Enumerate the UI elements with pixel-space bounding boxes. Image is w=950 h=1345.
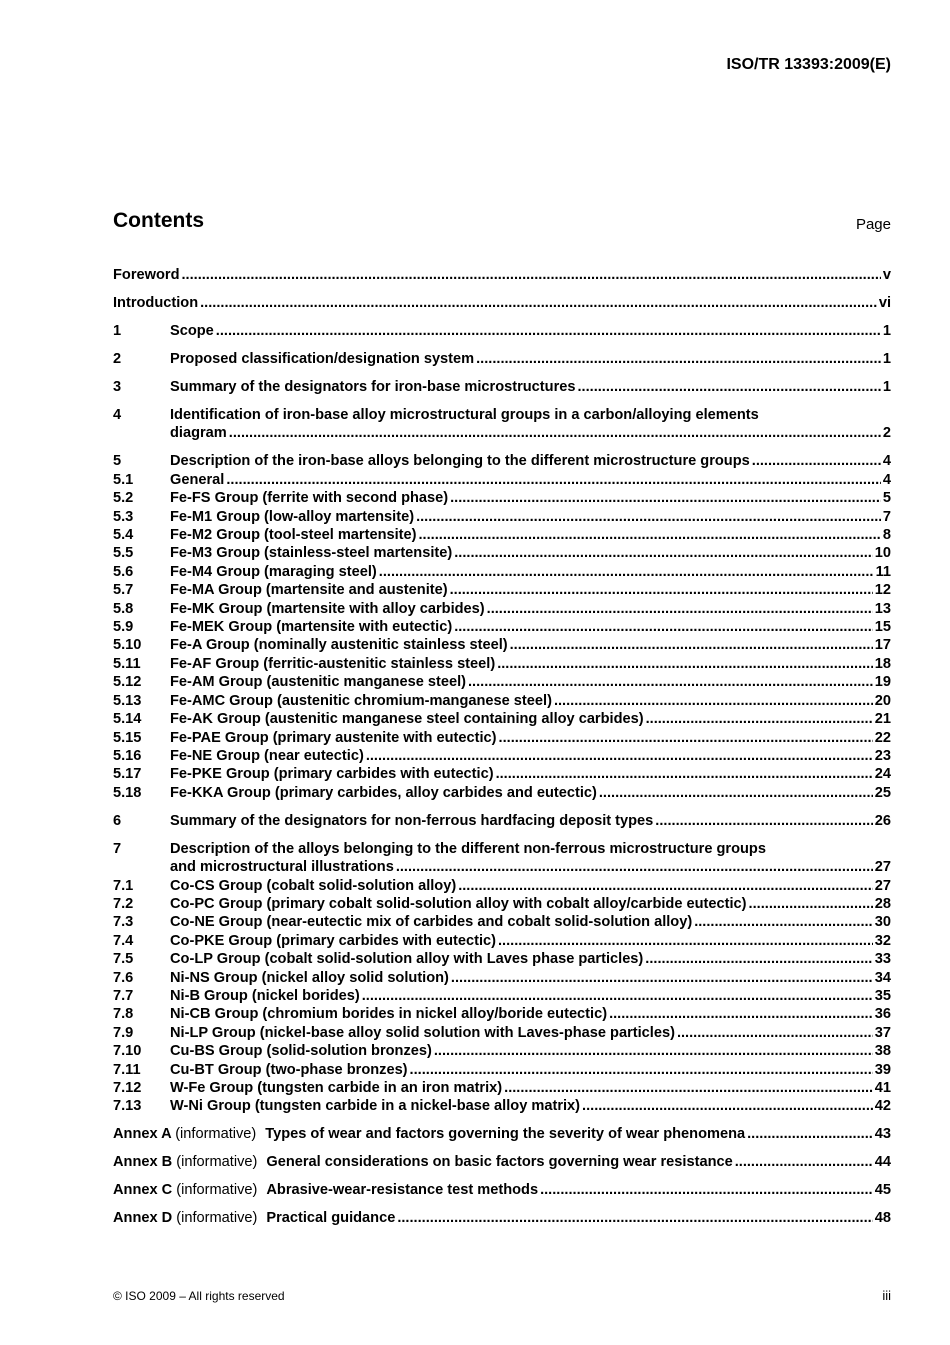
toc-entry-number: 7.4 (113, 932, 134, 949)
toc-entry-title: Fe-M1 Group (low-alloy martensite) (170, 508, 415, 525)
toc-entry[interactable] (113, 969, 891, 987)
toc-entry[interactable] (113, 618, 891, 636)
toc-entry[interactable] (113, 350, 891, 368)
toc-entry-number: 5.5 (113, 545, 134, 562)
toc-entry-page: 33 (874, 951, 891, 968)
annex-type: (informative) (176, 1210, 258, 1227)
toc-entry-title: General (170, 471, 225, 488)
toc-entry-page: 1 (882, 379, 891, 395)
toc-entry-title: Description of the iron-base alloys belonging to the different microstructure groups (170, 453, 750, 470)
toc-entry-title: Fe-PAE Group (primary austenite with eutectic) (170, 729, 497, 746)
toc-annex-entry[interactable] (113, 1125, 891, 1143)
dot-leader (458, 877, 873, 895)
toc-entry-number: 7 (113, 840, 122, 857)
dot-leader (498, 932, 873, 950)
toc-entry-title: Fe-AM Group (austenitic manganese steel) (170, 674, 466, 691)
toc-entry-page: 39 (874, 1061, 891, 1078)
toc-entry-page: 25 (874, 784, 891, 801)
toc-entry-number: 5.10 (113, 637, 142, 654)
toc-entry-title: Fe-M2 Group (tool-steel martensite) (170, 527, 417, 544)
toc-entry-page: 23 (874, 747, 891, 764)
toc-entry-number: 7.1 (113, 877, 134, 894)
dot-leader (487, 600, 873, 618)
toc-entry-page: 36 (874, 1006, 891, 1023)
toc-entry[interactable] (113, 655, 891, 673)
toc-entry[interactable] (113, 294, 891, 312)
copyright-notice: © ISO 2009 – All rights reserved (113, 1289, 285, 1303)
toc-annex-entry[interactable] (113, 1153, 891, 1171)
toc-entry-title: Ni-B Group (nickel borides) (170, 987, 360, 1004)
toc-entry-page: 32 (874, 932, 891, 949)
toc-entry-title: Co-LP Group (cobalt solid-solution alloy with Laves phase particles) (170, 951, 644, 968)
toc-entry-number: 7.3 (113, 914, 134, 931)
dot-leader (416, 508, 881, 526)
annex-title: Abrasive-wear-resistance test methods (266, 1182, 539, 1199)
toc-entry-number: 5.8 (113, 600, 134, 617)
toc-entry-number: 5.14 (113, 711, 142, 728)
annex-label: Annex A (113, 1126, 172, 1143)
dot-leader (396, 858, 873, 876)
toc-entry[interactable] (113, 544, 891, 562)
toc-entry-number: 5.9 (113, 619, 134, 636)
annex-title: Practical guidance (266, 1210, 396, 1227)
toc-entry-number: 7.6 (113, 969, 134, 986)
dot-leader (410, 1061, 873, 1079)
toc-entry-number: 3 (113, 379, 122, 395)
dot-leader (510, 636, 873, 654)
toc-entry-page: 7 (882, 508, 891, 525)
toc-entry-number: 7.5 (113, 951, 134, 968)
annex-page: 48 (874, 1210, 891, 1227)
toc-entry-number: 5.2 (113, 490, 134, 507)
dot-leader (181, 266, 880, 284)
toc-entry-title: Fe-MEK Group (martensite with eutectic) (170, 619, 453, 636)
toc-entry-number: 7.7 (113, 987, 134, 1004)
dot-leader (362, 987, 873, 1005)
toc-entry-title: Fe-M4 Group (maraging steel) (170, 563, 377, 580)
toc-entry[interactable] (113, 784, 891, 802)
toc-entry-title: W-Fe Group (tungsten carbide in an iron matrix) (170, 1080, 503, 1096)
toc-entry[interactable] (113, 471, 891, 489)
toc-entry-title: and microstructural illustrations (170, 859, 394, 876)
dot-leader (454, 544, 873, 562)
toc-entry-number: 4 (113, 407, 122, 423)
toc-entry-number: 6 (113, 812, 122, 829)
toc-entry-number: 5.3 (113, 508, 134, 525)
toc-entry-number: 7.8 (113, 1006, 134, 1023)
toc-entry-title: Fe-NE Group (near eutectic) (170, 747, 364, 764)
dot-leader (397, 1209, 872, 1227)
toc-entry[interactable] (113, 747, 891, 765)
toc-entry-page: 1 (882, 351, 891, 367)
toc-entry[interactable] (113, 563, 891, 581)
toc-entry-page: 42 (874, 1098, 891, 1115)
toc-entry[interactable] (113, 489, 891, 507)
toc-entry-title: Fe-KKA Group (primary carbides, alloy carbides and eutectic) (170, 784, 597, 801)
toc-entry-title: Introduction (113, 295, 199, 311)
dot-leader (451, 969, 873, 987)
toc-entry-title: Co-PC Group (primary cobalt solid-solution alloy with cobalt alloy/carbide eutectic) (170, 895, 747, 912)
dot-leader (450, 581, 873, 599)
toc-entry[interactable] (113, 406, 891, 443)
toc-entry-title: Fe-MA Group (martensite and austenite) (170, 582, 448, 599)
page-number: iii (882, 1288, 891, 1303)
toc-entry-page: 26 (874, 812, 891, 829)
toc-entry-number: 5.1 (113, 471, 134, 488)
document-id: ISO/TR 13393:2009(E) (726, 56, 891, 73)
toc-entry[interactable] (113, 322, 891, 340)
toc-annex-entry[interactable] (113, 1181, 891, 1199)
annex-label: Annex B (113, 1154, 173, 1171)
toc-entry-number: 1 (113, 323, 122, 339)
toc-entry[interactable] (113, 1042, 891, 1060)
toc-entry-page: 17 (874, 637, 891, 654)
toc-entry-page: 4 (882, 471, 891, 488)
dot-leader (582, 1097, 873, 1115)
toc-entry-page: 27 (874, 859, 891, 876)
dot-leader (216, 322, 881, 340)
dot-leader (379, 563, 874, 581)
toc-entry-title: diagram (170, 425, 227, 442)
toc-entry[interactable] (113, 1061, 891, 1079)
toc-entry[interactable] (113, 692, 891, 710)
toc-entry-number: 5.4 (113, 527, 134, 544)
dot-leader (540, 1181, 873, 1199)
toc-entry-title: Fe-PKE Group (primary carbides with eutectic) (170, 766, 494, 783)
toc-entry-page: 11 (875, 563, 891, 580)
toc-entry[interactable] (113, 1079, 891, 1097)
toc-entry-title: Proposed classification/designation system (170, 351, 475, 367)
toc-entry-title: Scope (170, 323, 214, 339)
toc-entry[interactable] (113, 526, 891, 544)
dot-leader (554, 692, 873, 710)
dot-leader (366, 747, 873, 765)
annex-label: Annex D (113, 1210, 173, 1227)
dot-leader (450, 489, 881, 507)
dot-leader (504, 1079, 873, 1097)
annex-page: 43 (874, 1126, 891, 1143)
toc-entry[interactable] (113, 950, 891, 968)
dot-leader (749, 895, 873, 913)
annex-type: (informative) (176, 1182, 258, 1199)
page-column-label: Page (855, 216, 891, 233)
toc-entry-number: 5.13 (113, 692, 142, 709)
toc-entry-number: 5.18 (113, 784, 142, 801)
toc-entry-page: 20 (874, 692, 891, 709)
toc-entry-page: 38 (874, 1043, 891, 1060)
dot-leader (645, 950, 872, 968)
toc-entry-number: 5.17 (113, 766, 142, 783)
toc-entry-page: 19 (874, 674, 891, 691)
toc-entry-page: 28 (874, 895, 891, 912)
annex-page: 44 (874, 1154, 891, 1171)
toc-entry-number: 5.15 (113, 729, 142, 746)
toc-entry-title: Summary of the designators for non-ferrous hardfacing deposit types (170, 812, 654, 829)
annex-title: General considerations on basic factors governing wear resistance (266, 1154, 733, 1171)
dot-leader (454, 618, 873, 636)
toc-entry-page: 34 (874, 969, 891, 986)
toc-entry-title: Fe-AMC Group (austenitic chromium-manganese steel) (170, 692, 552, 709)
dot-leader (577, 378, 880, 396)
dot-leader (434, 1042, 873, 1060)
contents-title: Contents (113, 209, 204, 232)
dot-leader (646, 710, 873, 728)
toc-entry-number: 7.10 (113, 1043, 142, 1060)
toc-entry[interactable] (113, 913, 891, 931)
toc-entry-title: Fe-AK Group (austenitic manganese steel containing alloy carbides) (170, 711, 644, 728)
toc-entry-title: Fe-A Group (nominally austenitic stainless steel) (170, 637, 508, 654)
toc-entry[interactable] (113, 840, 891, 877)
toc-entry[interactable] (113, 812, 891, 830)
toc-entry-page: 5 (882, 490, 891, 507)
toc-entry[interactable] (113, 710, 891, 728)
toc-entry-page: 2 (882, 425, 891, 442)
toc-entry-page: 35 (874, 987, 891, 1004)
toc-entry-number: 5.11 (113, 655, 141, 672)
toc-entry-number: 7.11 (113, 1061, 141, 1078)
toc-entry-page: 21 (874, 711, 891, 728)
dot-leader (599, 784, 873, 802)
dot-leader (735, 1153, 873, 1171)
toc-entry-title: Fe-MK Group (martensite with alloy carbides) (170, 600, 485, 617)
annex-type: (informative) (176, 1154, 258, 1171)
toc-entry[interactable] (113, 673, 891, 691)
annex-page: 45 (874, 1182, 891, 1199)
toc-entry[interactable] (113, 1097, 891, 1115)
toc-entry-page: vi (878, 295, 891, 311)
toc-entry-title: Co-CS Group (cobalt solid-solution alloy) (170, 877, 457, 894)
toc-annex-entry[interactable] (113, 1209, 891, 1227)
toc-entry-title: Summary of the designators for iron-base microstructures (170, 379, 576, 395)
dot-leader (229, 424, 881, 442)
toc-entry[interactable] (113, 765, 891, 783)
toc-entry[interactable] (113, 636, 891, 654)
toc-entry-title: Ni-NS Group (nickel alloy solid solution) (170, 969, 449, 986)
dot-leader (747, 1125, 873, 1143)
toc-entry-number: 7.13 (113, 1098, 142, 1115)
toc-entry-number: 7.2 (113, 895, 134, 912)
toc-entry[interactable] (113, 1024, 891, 1042)
toc-entry[interactable] (113, 600, 891, 618)
dot-leader (497, 655, 873, 673)
toc-entry-page: 27 (874, 877, 891, 894)
toc-entry[interactable] (113, 581, 891, 599)
toc-entry-page: v (882, 267, 891, 283)
toc-entry-title: Co-PKE Group (primary carbides with eutectic) (170, 932, 496, 949)
toc-entry[interactable] (113, 729, 891, 747)
toc-entry-title: Fe-AF Group (ferritic-austenitic stainless steel) (170, 655, 496, 672)
toc-entry-title: Ni-CB Group (chromium borides in nickel alloy/boride eutectic) (170, 1006, 608, 1023)
toc-entry[interactable] (113, 508, 891, 526)
toc-entry-page: 12 (874, 582, 891, 599)
toc-entry-page: 37 (874, 1024, 891, 1041)
dot-leader (476, 350, 881, 368)
toc-entry-number: 5 (113, 453, 122, 470)
toc-entry[interactable] (113, 1005, 891, 1023)
toc-entry-number: 2 (113, 351, 122, 367)
dot-leader (419, 526, 881, 544)
annex-label: Annex C (113, 1182, 173, 1199)
toc-entry-page: 8 (882, 527, 891, 544)
toc-entry-page: 13 (874, 600, 891, 617)
toc-entry[interactable] (113, 378, 891, 396)
dot-leader (496, 765, 873, 783)
toc-entry-title: W-Ni Group (tungsten carbide in a nickel-base alloy matrix) (170, 1098, 581, 1115)
toc-entry-number: 5.16 (113, 747, 142, 764)
toc-entry-title: Fe-FS Group (ferrite with second phase) (170, 490, 449, 507)
toc-entry-number: 7.9 (113, 1024, 134, 1041)
toc-entry-page: 15 (874, 619, 891, 636)
dot-leader (609, 1005, 873, 1023)
toc-entry[interactable] (113, 266, 891, 284)
dot-leader (200, 294, 877, 312)
toc-entry-title: Fe-M3 Group (stainless-steel martensite) (170, 545, 453, 562)
dot-leader (655, 812, 872, 830)
dot-leader (752, 452, 881, 470)
dot-leader (499, 729, 873, 747)
toc-entry-page: 10 (874, 545, 891, 562)
dot-leader (468, 673, 873, 691)
toc-entry-page: 30 (874, 914, 891, 931)
toc-entry-page: 41 (874, 1080, 891, 1096)
toc-entry-title: Co-NE Group (near-eutectic mix of carbides and cobalt solid-solution alloy) (170, 914, 693, 931)
toc-entry[interactable] (113, 987, 891, 1005)
toc-entry-page: 4 (882, 453, 891, 470)
toc-entry[interactable] (113, 452, 891, 470)
annex-type: (informative) (175, 1126, 257, 1143)
toc-entry-title: Cu-BT Group (two-phase bronzes) (170, 1061, 408, 1078)
toc-entry-title: Description of the alloys belonging to the different non-ferrous microstructure groups (170, 840, 766, 857)
toc-entry-title: Ni-LP Group (nickel-base alloy solid solution with Laves-phase particles) (170, 1024, 675, 1041)
toc-entry-number: 7.12 (113, 1080, 142, 1096)
toc-entry[interactable] (113, 895, 891, 913)
toc-entry-page: 24 (874, 766, 891, 783)
toc-entry-number: 5.12 (113, 674, 142, 691)
toc-entry[interactable] (113, 877, 891, 895)
toc-entry-title: Cu-BS Group (solid-solution bronzes) (170, 1043, 432, 1060)
toc-entry-page: 22 (874, 729, 891, 746)
dot-leader (694, 913, 873, 931)
dot-leader (226, 471, 881, 489)
table-of-contents (113, 266, 891, 1228)
toc-entry-page: 1 (882, 323, 891, 339)
toc-entry[interactable] (113, 932, 891, 950)
toc-entry-number: 5.7 (113, 582, 134, 599)
toc-entry-number: 5.6 (113, 563, 134, 580)
annex-title: Types of wear and factors governing the severity of wear phenomena (265, 1126, 746, 1143)
toc-entry-title: Foreword (113, 267, 180, 283)
toc-entry-page: 18 (874, 655, 891, 672)
toc-entry-title: Identification of iron-base alloy microstructural groups in a carbon/alloying elements (170, 407, 759, 423)
dot-leader (677, 1024, 873, 1042)
